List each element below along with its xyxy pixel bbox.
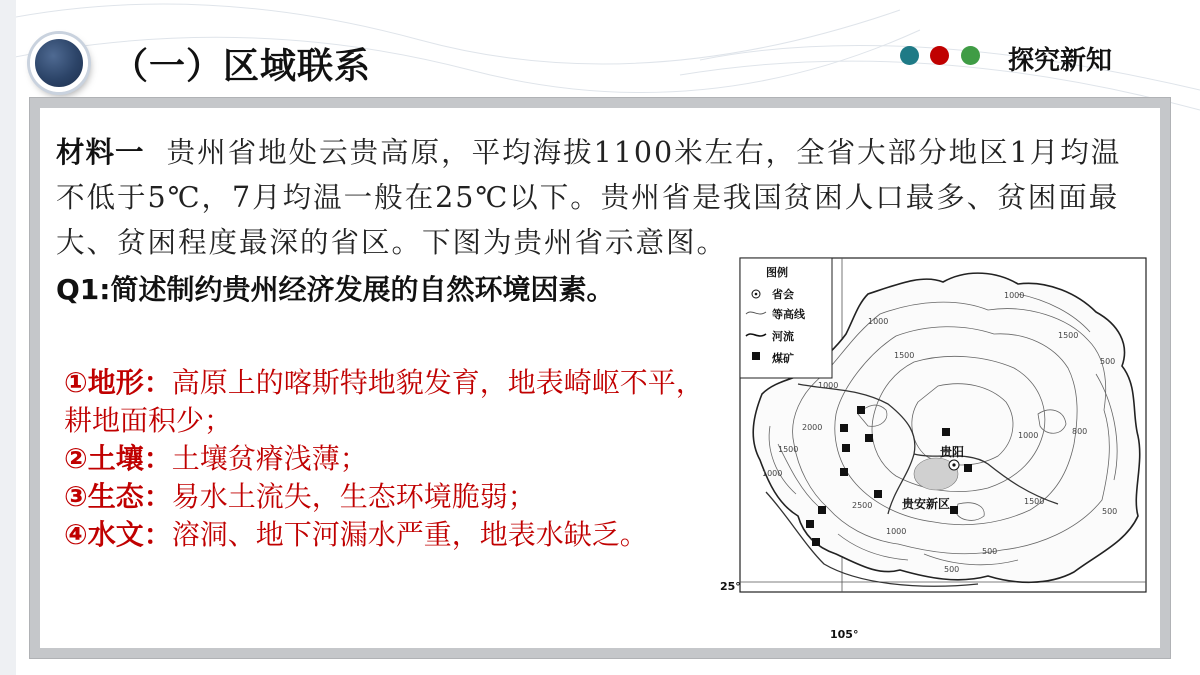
contour-label: 2500 [852, 501, 873, 510]
legend-river-label: 河流 [772, 330, 794, 343]
legend-contour-label: 等高线 [772, 308, 805, 321]
material-lead: 材料一 [56, 136, 145, 169]
guiyang-capital-icon [949, 460, 959, 470]
contour-label: 2000 [802, 423, 823, 432]
district-label: 贵安新区 [902, 497, 951, 511]
legend-coal-label: 煤矿 [772, 352, 794, 365]
contour-label: 1500 [1024, 497, 1045, 506]
answer-text: 溶洞、地下河漏水严重，地表水缺乏。 [171, 518, 648, 551]
green-dot-icon [961, 46, 980, 65]
answer-label: ②土壤： [64, 442, 172, 475]
contour-label: 1000 [886, 527, 907, 536]
answer-label: ④水文： [64, 518, 172, 551]
coal-mine-square-icon [752, 352, 760, 360]
legend-title: 图例 [766, 266, 788, 279]
coal-mine-marker [818, 506, 826, 514]
city-label: 贵阳 [940, 445, 965, 459]
material-paragraph [56, 130, 1136, 265]
answer-text: 易水土流失，生态环境脆弱； [171, 480, 536, 513]
corner-label: 探究新知 [1008, 46, 1113, 76]
coal-mine-marker [840, 424, 848, 432]
answer-label: ③生态： [64, 480, 172, 513]
coal-mine-marker [865, 434, 873, 442]
coal-mine-marker [842, 444, 850, 452]
contour-label: 800 [1072, 427, 1088, 436]
legend-capital-label: 省会 [772, 288, 794, 301]
contour-label: 1000 [818, 381, 839, 390]
coal-mine-marker [806, 520, 814, 528]
guizhou-map [718, 254, 1154, 644]
answer-item [64, 478, 714, 516]
longitude-label: 105° [830, 628, 859, 641]
answer-list [64, 364, 714, 554]
contour-label: 1500 [778, 445, 799, 454]
answer-item [64, 440, 714, 478]
contour-label: 1000 [1018, 431, 1039, 440]
contour-label: 500 [1100, 357, 1116, 366]
section-title: （一）区域联系 [112, 46, 372, 87]
answer-label: ①地形： [64, 366, 172, 399]
coal-mine-marker [950, 506, 958, 514]
coal-mine-marker [840, 468, 848, 476]
teal-dot-icon [900, 46, 919, 65]
coal-mine-marker [964, 464, 972, 472]
answer-item [64, 516, 714, 554]
material-text: 贵州省地处云贵高原，平均海拔1100米左右，全省大部分地区1月均温不低于5℃，7月均温一般在25℃以下。贵州省是我国贫困人口最多、贫困面最大、贫困程度最深的省区。下图为贵州省示意图。 [56, 136, 1122, 259]
title-circle-icon [30, 34, 88, 92]
contour-label: 1000 [1004, 291, 1025, 300]
red-dot-icon [930, 46, 949, 65]
contour-label: 500 [982, 547, 998, 556]
answer-item [64, 364, 714, 440]
question-text: Q1:简述制约贵州经济发展的自然环境因素。 [56, 273, 615, 306]
answer-text: 高原上的喀斯特地貌发育，地表崎岖不平，耕地面积少； [64, 366, 704, 437]
contour-label: 1000 [868, 317, 889, 326]
contour-label: 1000 [762, 469, 783, 478]
answer-text: 土壤贫瘠浅薄； [171, 442, 368, 475]
latitude-label: 25° [720, 580, 741, 593]
coal-mine-marker [812, 538, 820, 546]
contour-label: 1500 [894, 351, 915, 360]
contour-label: 500 [944, 565, 960, 574]
contour-label: 500 [1102, 507, 1118, 516]
coal-mine-marker [857, 406, 865, 414]
coal-mine-marker [874, 490, 882, 498]
coal-mine-marker [942, 428, 950, 436]
contour-label: 1500 [1058, 331, 1079, 340]
